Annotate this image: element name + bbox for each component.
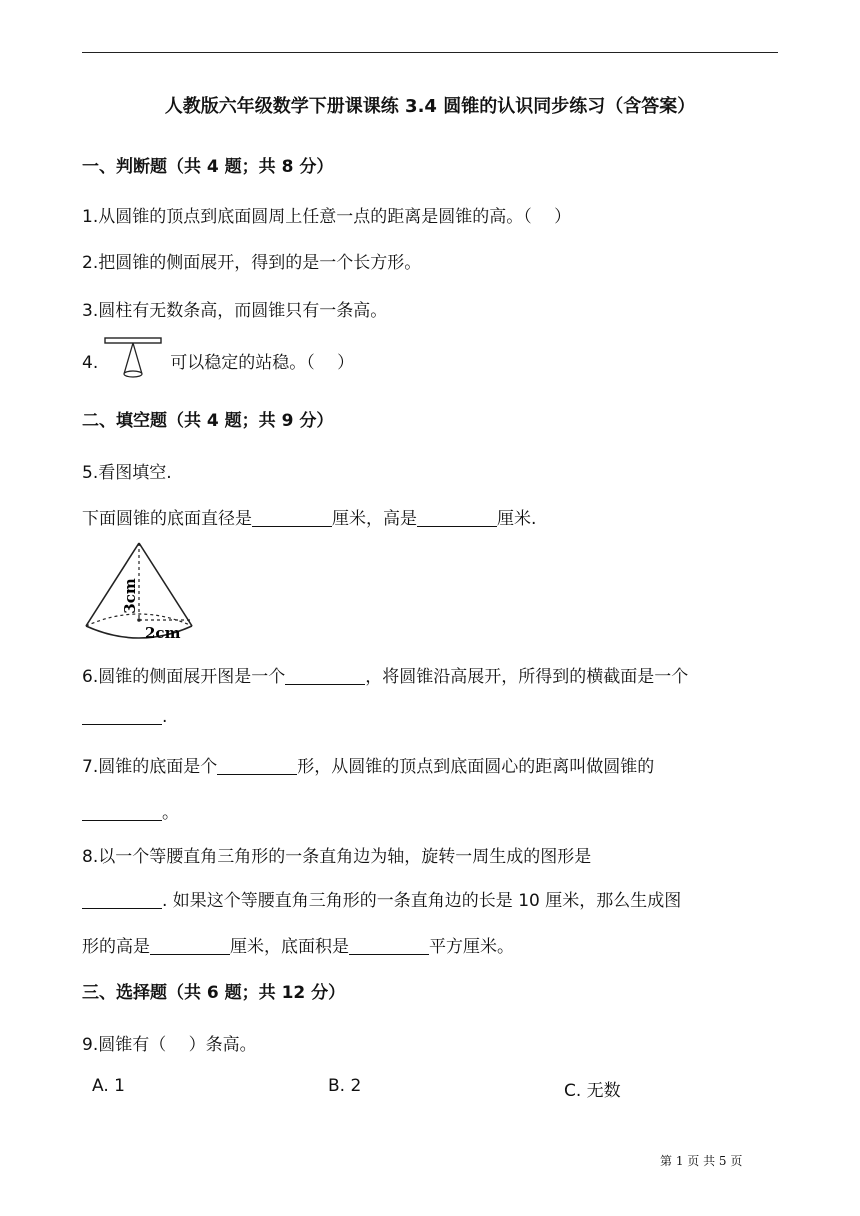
header-rule [82, 52, 778, 53]
question-7-line1 [82, 752, 654, 777]
question-2: 2.把圆锥的侧面展开，得到的是一个长方形。 [82, 253, 422, 273]
question-5-title: 5.看图填空. [82, 463, 172, 483]
q7-part2: 形，从圆锥的顶点到底面圆心的距离叫做圆锥的 [297, 757, 655, 777]
q5-part3: 厘米. [497, 509, 537, 529]
q8-part3c: 平方厘米。 [429, 937, 514, 957]
question-8-line3 [82, 932, 514, 957]
q8-line2-text: . 如果这个等腰直角三角形的一条直角边的长是 10 厘米，那么生成图 [162, 891, 682, 911]
cone-radius-label: 2cm [145, 624, 181, 642]
answer-blank[interactable] [150, 936, 230, 955]
q6-part1: 6.圆锥的侧面展开图是一个 [82, 667, 286, 687]
q6-part3: . [162, 707, 168, 727]
section-choice-heading: 三、选择题（共 6 题；共 12 分） [82, 983, 346, 1003]
section-fill-heading: 二、填空题（共 4 题；共 9 分） [82, 411, 334, 431]
cone-stand-icon [102, 336, 164, 380]
answer-blank[interactable] [252, 508, 332, 527]
answer-blank[interactable] [417, 508, 497, 527]
question-7-line2 [82, 798, 179, 823]
question-6-line2 [82, 706, 167, 727]
question-8-line2 [82, 886, 681, 911]
document-title: 人教版六年级数学下册课课练 3.4 圆锥的认识同步练习（含答案） [164, 96, 696, 117]
question-4-number: 4. [82, 353, 99, 373]
answer-blank[interactable] [82, 706, 162, 725]
q7-part3: 。 [162, 803, 179, 823]
q6-part2: ，将圆锥沿高展开，所得到的横截面是一个 [365, 667, 689, 687]
q7-part1: 7.圆锥的底面是个 [82, 757, 218, 777]
answer-blank[interactable] [349, 936, 429, 955]
answer-blank[interactable] [217, 756, 297, 775]
question-8-line1: 8.以一个等腰直角三角形的一条直角边为轴，旋转一周生成的图形是 [82, 847, 592, 867]
question-6-line1 [82, 662, 688, 687]
section-judgement-heading: 一、判断题（共 4 题；共 8 分） [82, 157, 334, 177]
page-number: 第 1 页 共 5 页 [660, 1154, 743, 1168]
question-3: 3.圆柱有无数条高，而圆锥只有一条高。 [82, 301, 388, 321]
q5-part2: 厘米，高是 [332, 509, 417, 529]
answer-blank[interactable] [285, 666, 365, 685]
cone-height-label: 3cm [121, 578, 139, 614]
question-1: 1.从圆锥的顶点到底面圆周上任意一点的距离是圆锥的高。（ ） [82, 207, 572, 227]
question-4-text: 可以稳定的站稳。（ ） [170, 353, 355, 373]
q8-part3b: 厘米，底面积是 [230, 937, 349, 957]
q8-part3a: 形的高是 [82, 937, 150, 957]
option-c[interactable]: C. 无数 [564, 1081, 621, 1101]
answer-blank[interactable] [82, 802, 162, 821]
option-b[interactable]: B. 2 [328, 1076, 362, 1096]
question-9: 9.圆锥有（ ）条高。 [82, 1035, 257, 1055]
answer-blank[interactable] [82, 890, 162, 909]
question-5-text [82, 504, 536, 529]
option-a[interactable]: A. 1 [92, 1076, 125, 1096]
cone-figure [82, 540, 196, 642]
q5-part1: 下面圆锥的底面直径是 [82, 509, 252, 529]
